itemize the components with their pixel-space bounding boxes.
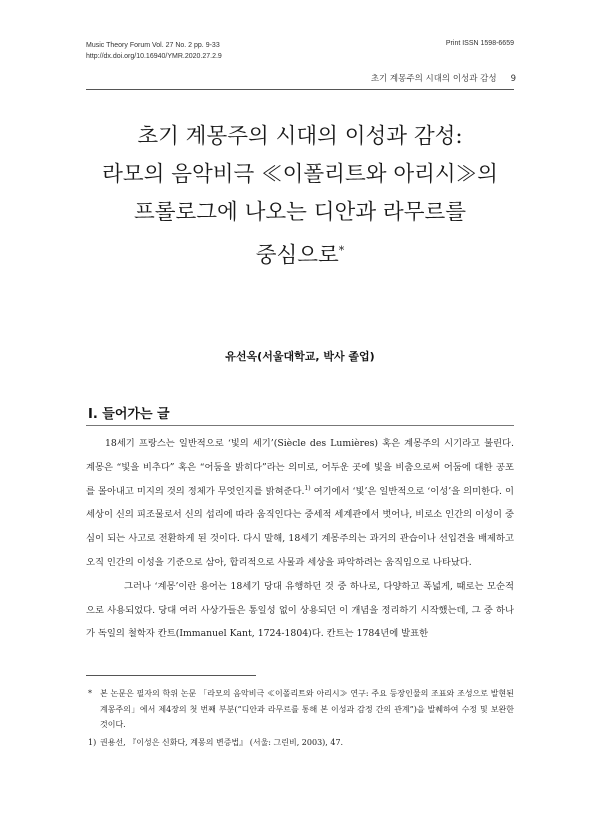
journal-line: Music Theory Forum Vol. 27 No. 2 pp. 9-33 [86,42,220,49]
header-rule [86,89,514,90]
footnote-1-text: 권용선, 『이성은 신화다, 계몽의 변증법』 (서울: 그린비, 2003), 47. [100,737,344,747]
body-text [86,432,514,646]
paragraph-1-part-a: 18세기 프랑스는 일반적으로 ‘빛의 세기’(Siècle des Lumières) 혹은 계몽주의 시기라고 불린다. 계몽은 “빛을 비추다” 혹은 “어둠을 밝히다”라는 의미로, 어두운 곳에 빛을 비춤으로써 어둠에 대한 공포를 몰아내고 미지의 것의 정체가 무엇인지를 밝혀준다. [86,438,514,497]
section-heading: I. 들어가는 글 [88,407,170,422]
running-head [371,72,516,84]
title-line-3: 프롤로그에 나오는 디안과 라무르를 [133,200,467,225]
footnote-1-marker: 1) [88,737,97,747]
paragraph-1 [86,432,514,575]
title-line-1: 초기 계몽주의 시대의 이성과 감성: [137,124,463,149]
title-line-4 [60,232,540,275]
footnote-rule [86,675,256,676]
footnote-star-marker: * [88,689,92,698]
footnotes [86,686,514,750]
paragraph-2: 그러나 ‘계몽’이란 용어는 18세기 당대 유행하던 것 중 하나로, 다양하고 폭넓게, 때로는 모순적으로 사용되었다. 당대 여러 사상가들은 통일성 없이 상용되던 이 개념을 정리하기 시작했는데, 그 중 하나가 독일의 철학자 칸트(Immanuel Kant, 1724-1804)다. 칸트는 1784년에 발표한 [86,580,514,640]
running-head-title: 초기 계몽주의 시대의 이성과 감성 [370,74,497,84]
title-footnote-marker[interactable]: * [338,244,345,257]
footnote-star [86,686,514,733]
paragraph-1-part-b: 여기에서 ‘빛’은 일반적으로 ‘이성’을 의미한다. 이 세상이 신의 피조물로서 신의 섭리에 따라 움직인다는 중세적 세계관에서 벗어나, 비로소 인간의 이성이 중심이 되는 사고로 전환하게 된 것이다. 다시 말해, 18세기 계몽주의는 과거의 관습이나 선입견을 배제하고 오직 인간의 이성을 기준으로 삼아, 합리적으로 사물과 세상을 파악하려는 움직임으로 나타났다. [86,485,514,568]
issn: Print ISSN 1598-6659 [445,40,514,47]
page-number: 9 [510,74,516,84]
doi-link[interactable]: http://dx.doi.org/10.16940/YMR.2020.27.2.9 [86,53,222,60]
paper-title [60,118,540,275]
footnote-star-text: 본 논문은 필자의 학위 논문 「라모의 음악비극 ≪이폴리트와 아리시≫ 연구: 주요 등장인물의 조표와 조성으로 발현된 계몽주의」에서 제4장의 첫 번째 부분(“디안과 라무르를 통해 본 이성과 감정 간의 관계”)을 발췌하여 수정 및 보완한 것이다. [100,689,514,729]
section-rule [86,425,514,426]
title-line-4-text: 중심으로 [255,243,339,269]
author-line: 유선옥(서울대학교, 박사 졸업) [225,350,375,363]
title-line-2: 라모의 음악비극 ≪이폴리트와 아리시≫의 [102,162,498,187]
footnote-1 [86,735,514,751]
footnote-ref-1[interactable]: 1) [304,484,311,492]
journal-info [86,40,222,62]
